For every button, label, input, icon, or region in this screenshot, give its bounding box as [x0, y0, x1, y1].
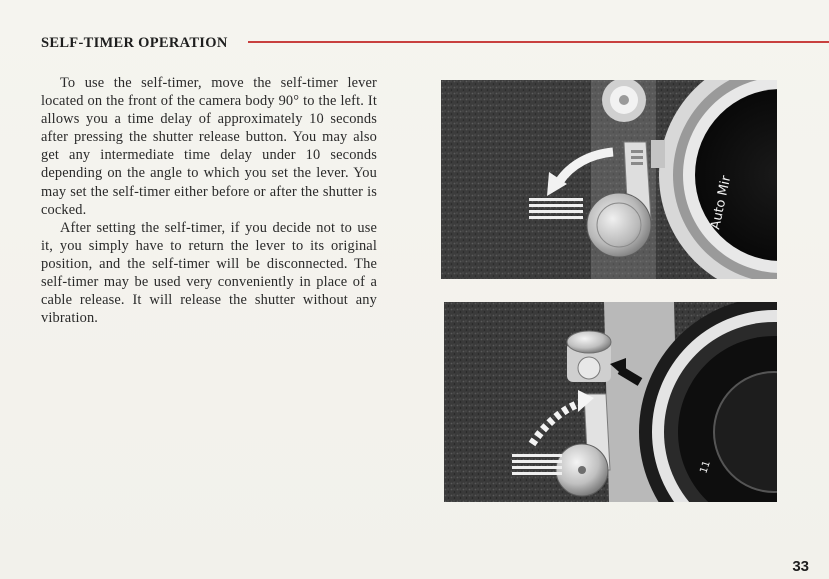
paragraph-2: After setting the self-timer, if you decide not to use it, you simply have to return the lever to its original position, and the self-timer will be disconnected. The self-timer may be used very conveniently in place of a cable release. It will release the shutter without any vibration.	[41, 219, 377, 327]
photo-self-timer-lever	[441, 80, 777, 279]
paragraph-1: To use the self-timer, move the self-timer lever located on the front of the camera body 90° to the left. It allows you a time delay of approximately 10 seconds after pressing the shutter release button. You may also get any intermediate time delay under 10 seconds depending on the angle to which you set the lever. You may set the self-timer either before or after the shutter is cocked.	[41, 75, 377, 218]
header-rule	[248, 41, 829, 43]
photo-self-timer-release	[444, 302, 777, 502]
section-title: SELF-TIMER OPERATION	[41, 35, 228, 51]
section-header	[41, 34, 829, 56]
lens-scale-text: 11	[698, 459, 713, 475]
body-text	[41, 74, 377, 327]
page-number: 33	[792, 558, 809, 575]
lens-engraving-text: Auto Mir	[708, 174, 735, 231]
